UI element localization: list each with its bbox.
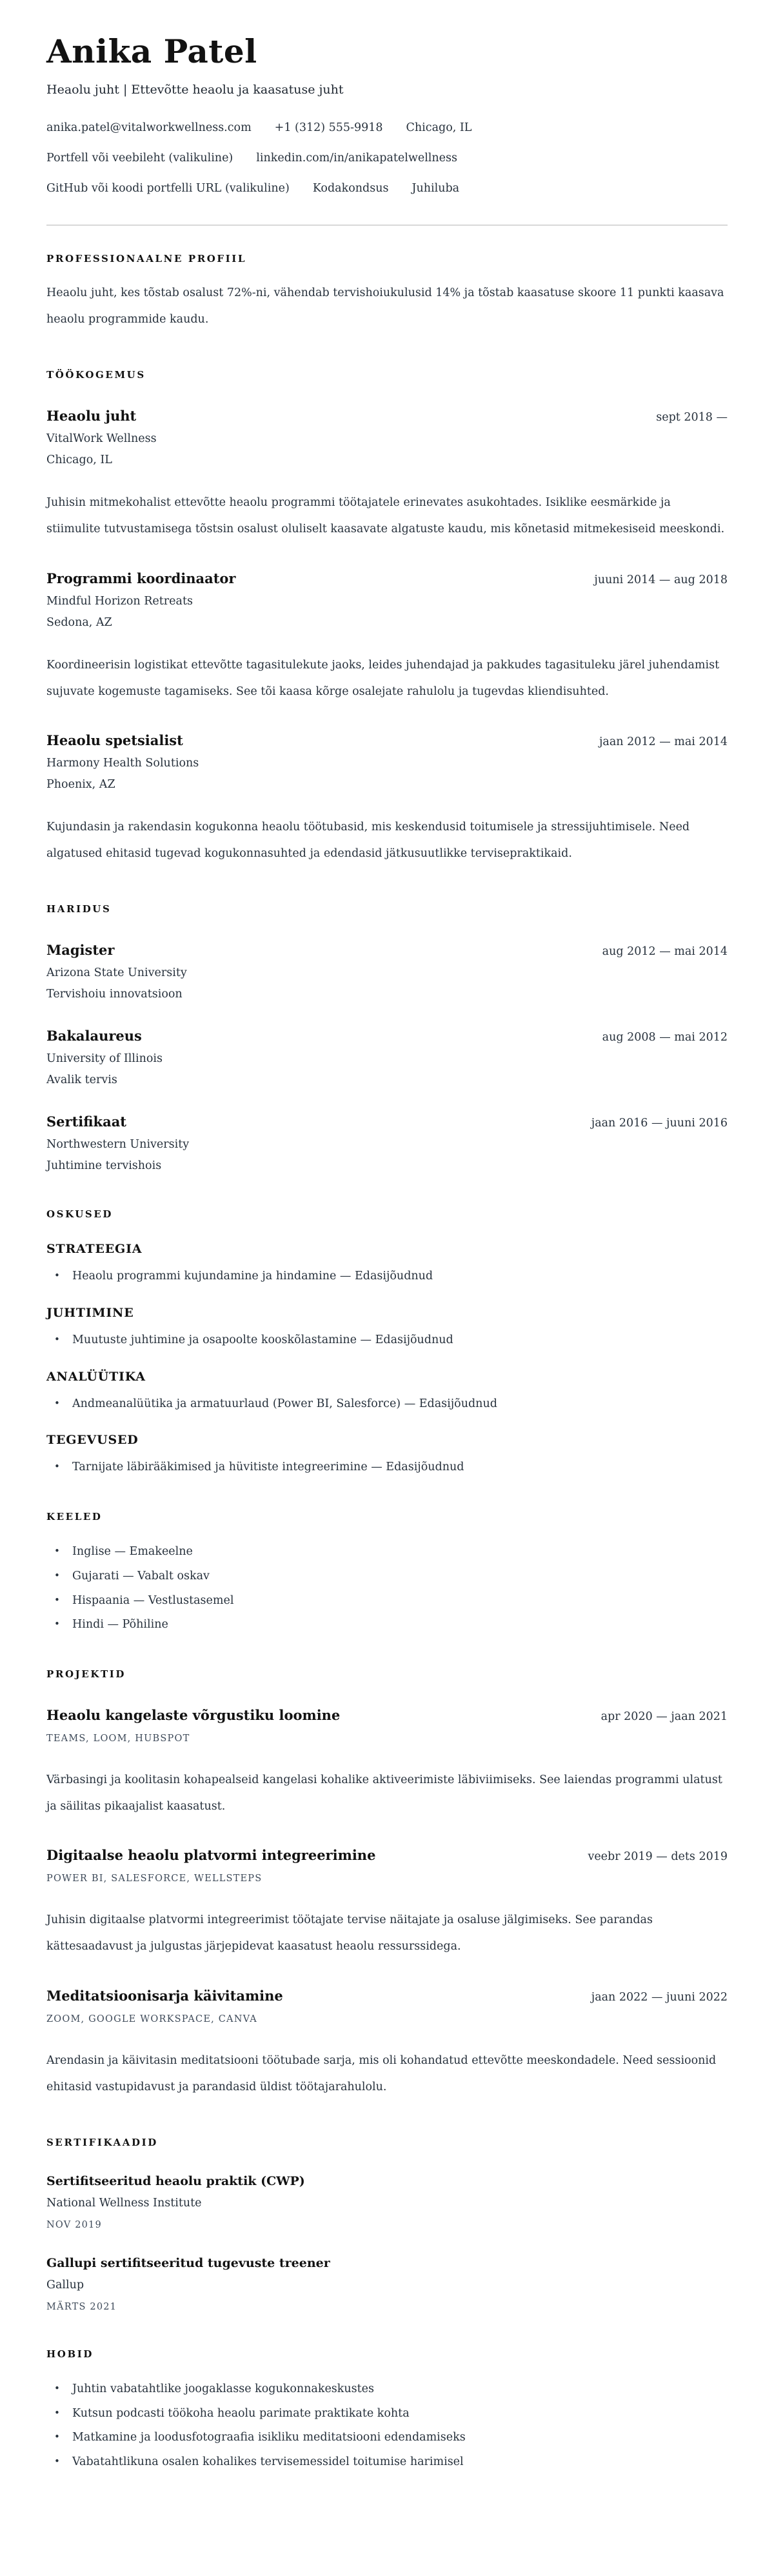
section-skills [46,1208,728,1475]
language-item: • Inglise — Emakeelne [72,1544,728,1559]
hobby-list [46,2382,728,2470]
project-dates: veebr 2019 — dets 2019 [588,1850,728,1864]
section-hobbies [46,2348,728,2470]
contact-phone: +1 (312) 555-9918 [274,121,383,134]
cert-issuer: National Wellness Institute [46,2196,202,2210]
section-education [46,903,728,1172]
project-description: Arendasin ja käivitasin meditatsiooni töötubade sarja, mis oli kohandatud ettevõtte meeskondadele. Need sessioonid ehitasid vastupidavust ja parandasid üldist töötajarahulolu. [46,2053,717,2093]
certification-entry [46,2174,728,2230]
cert-title: Gallupi sertifitseeritud tugevuste treener [46,2255,330,2270]
hobby-item: • Juhtin vabatahtlike joogaklasse kogukonnakeskustes [72,2382,728,2397]
education-entry [46,1028,728,1086]
language-item: • Hispaania — Vestlustasemel [72,1593,728,1608]
skill-category-title: STRATEEGIA [46,1242,143,1256]
job-title: Heaolu juht [46,408,137,424]
skill-category [46,1370,728,1412]
contact-citizenship: Kodakondsus [312,182,389,195]
project-tools: ZOOM, GOOGLE WORKSPACE, CANVA [46,2013,257,2024]
education-dates: aug 2012 — mai 2014 [602,945,728,958]
job-title: Heaolu spetsialist [46,732,183,748]
skill-item: • Andmeanalüütika ja armatuurlaud (Power BI, Salesforce) — Edasijõudnud [72,1397,728,1412]
contact-github: GitHub või koodi portfelli URL (valikuline) [46,182,290,195]
section-profile [46,253,728,333]
skill-category [46,1306,728,1348]
project-title: Meditatsioonisarja käivitamine [46,1987,283,2004]
job-description: Juhisin mitmekohalist ettevõtte heaolu programmi töötajatele erinevates asukohtades. Isiklike eesmärkide ja stiimulite tutvustamisega tõstsin osalust oluliselt kaasavate algatuste kaudu, mis kõnetasid mitmekesiseid meeskondi. [46,496,725,536]
contact-linkedin: linkedin.com/in/anikapatelwellness [256,152,457,165]
profile-heading: PROFESSIONAALNE PROFIIL [46,253,247,265]
education-school: Northwestern University [46,1138,190,1151]
education-dates: jaan 2016 — juuni 2016 [591,1117,728,1130]
project-title: Digitaalse heaolu platvormi integreerimine [46,1847,376,1864]
contact-portfolio: Portfell või veebileht (valikuline) [46,152,233,165]
job-description: Kujundasin ja rakendasin kogukonna heaolu töötubasid, mis keskendusid toitumisele ja stressijuhtimisele. Need algatused ehitasid tugevad kogukonnasuhted ja edendasid jätkusuutlikke tervisepraktikaid. [46,820,690,860]
section-certifications [46,2137,728,2312]
cert-date: MÄRTS 2021 [46,2301,117,2312]
project-tools: TEAMS, LOOM, HUBSPOT [46,1733,190,1744]
education-heading: HARIDUS [46,903,112,915]
project-dates: jaan 2022 — juuni 2022 [591,1990,728,2004]
job-company: VitalWork Wellness [46,432,157,446]
hobby-item: • Matkamine ja loodusfotograafia isikliku meditatsiooni edendamiseks [72,2430,728,2445]
job-company: Mindful Horizon Retreats [46,594,193,608]
certifications-heading: SERTIFIKAADID [46,2136,158,2148]
skill-category-title: ANALÜÜTIKA [46,1369,146,1384]
education-entry-header [46,1028,728,1044]
education-field: Juhtimine tervishois [46,1159,162,1172]
project-entry [46,1707,728,1820]
language-list [46,1544,728,1632]
job-dates: jaan 2012 — mai 2014 [599,735,728,748]
contact-info [46,121,728,195]
job-entry [46,570,728,705]
skill-list [46,1269,728,1284]
cert-issuer: Gallup [46,2278,84,2291]
project-entry-header [46,1847,728,1863]
project-dates: apr 2020 — jaan 2021 [600,1710,728,1723]
contact-license: Juhiluba [412,182,460,195]
contact-row-3 [46,182,728,195]
section-experience [46,369,728,867]
job-entry [46,732,728,867]
cert-date: NOV 2019 [46,2219,102,2230]
resume-headline: Heaolu juht | Ettevõtte heaolu ja kaasatuse juht [46,83,344,97]
skills-heading: OSKUSED [46,1208,113,1220]
skill-list [46,1333,728,1348]
job-entry-header [46,408,728,424]
skill-category-title: TEGEVUSED [46,1433,139,1448]
project-title: Heaolu kangelaste võrgustiku loomine [46,1707,341,1723]
cert-title: Sertifitseeritud heaolu praktik (CWP) [46,2173,305,2188]
skill-list [46,1397,728,1412]
education-entry-header [46,942,728,958]
job-entry-header [46,570,728,586]
skill-item: • Tarnijate läbirääkimised ja hüvitiste integreerimine — Edasijõudnud [72,1460,728,1475]
project-description: Värbasingi ja koolitasin kohapealseid kangelasi kohalike aktiveerimiste läbiviimiseks. See laiendas programmi ulatust ja säilitas pikaajalist kaasatust. [46,1773,722,1813]
skill-category [46,1242,728,1284]
resume-name: Anika Patel [46,32,257,70]
profile-text: Heaolu juht, kes tõstab osalust 72%-ni, vähendab tervishoiukulusid 14% ja tõstab kaasatuse skoore 11 punkti kaasava heaolu programmide kaudu. [46,286,724,326]
education-school: University of Illinois [46,1052,163,1065]
section-languages [46,1511,728,1632]
job-location: Phoenix, AZ [46,777,115,791]
contact-email: anika.patel@vitalworkwellness.com [46,121,252,134]
project-entry [46,1847,728,1960]
skill-list [46,1460,728,1475]
degree-title: Magister [46,942,115,958]
project-description: Juhisin digitaalse platvormi integreerimist töötajate tervise näitajate ja osaluse jälgimiseks. See parandas kättesaadavust ja julgustas järjepidevat kaasatust heaolu ressurssidega. [46,1913,653,1953]
skill-category-title: JUHTIMINE [46,1305,134,1320]
job-description: Koordineerisin logistikat ettevõtte tagasitulekute jaoks, leides juhendajad ja pakkudes tagasituleku järel juhendamist sujuvate kogemuste tagamiseks. See tõi kaasa kõrge osalejate rahulolu ja tugevdas kliendisuhted. [46,658,720,698]
education-entry [46,942,728,1001]
hobby-item: • Vabatahtlikuna osalen kohalikes tervisemessidel toitumise harimisel [72,2455,728,2470]
contact-row-2 [46,152,728,165]
skill-item: • Muutuste juhtimine ja osapoolte kooskõlastamine — Edasijõudnud [72,1333,728,1348]
education-field: Avalik tervis [46,1073,117,1086]
job-location: Chicago, IL [46,454,112,467]
job-entry [46,408,728,543]
skill-category [46,1433,728,1475]
contact-row-1 [46,121,728,134]
job-company: Harmony Health Solutions [46,756,199,770]
language-item: • Hindi — Põhiline [72,1617,728,1632]
degree-title: Sertifikaat [46,1113,127,1130]
project-entry [46,1988,728,2101]
contact-location: Chicago, IL [406,121,472,134]
languages-heading: KEELED [46,1511,103,1523]
language-item: • Gujarati — Vabalt oskav [72,1569,728,1584]
skill-item: • Heaolu programmi kujundamine ja hindamine — Edasijõudnud [72,1269,728,1284]
hobbies-heading: HOBID [46,2348,94,2360]
job-location: Sedona, AZ [46,615,112,629]
job-dates: juuni 2014 — aug 2018 [594,573,728,586]
project-entry-header [46,1988,728,2004]
degree-title: Bakalaureus [46,1028,142,1044]
education-school: Arizona State University [46,966,187,979]
experience-heading: TÖÖKOGEMUS [46,369,146,381]
job-title: Programmi koordinaator [46,570,236,586]
education-dates: aug 2008 — mai 2012 [602,1031,728,1044]
section-projects [46,1668,728,2101]
job-dates: sept 2018 — [656,411,728,424]
job-entry-header [46,732,728,748]
project-entry-header [46,1707,728,1723]
education-entry [46,1113,728,1172]
project-tools: POWER BI, SALESFORCE, WELLSTEPS [46,1873,263,1884]
header-divider [46,225,728,226]
hobby-item: • Kutsun podcasti töökoha heaolu parimate praktikate kohta [72,2406,728,2421]
certification-entry [46,2256,728,2312]
projects-heading: PROJEKTID [46,1668,126,1680]
education-field: Tervishoiu innovatsioon [46,988,183,1001]
education-entry-header [46,1113,728,1130]
